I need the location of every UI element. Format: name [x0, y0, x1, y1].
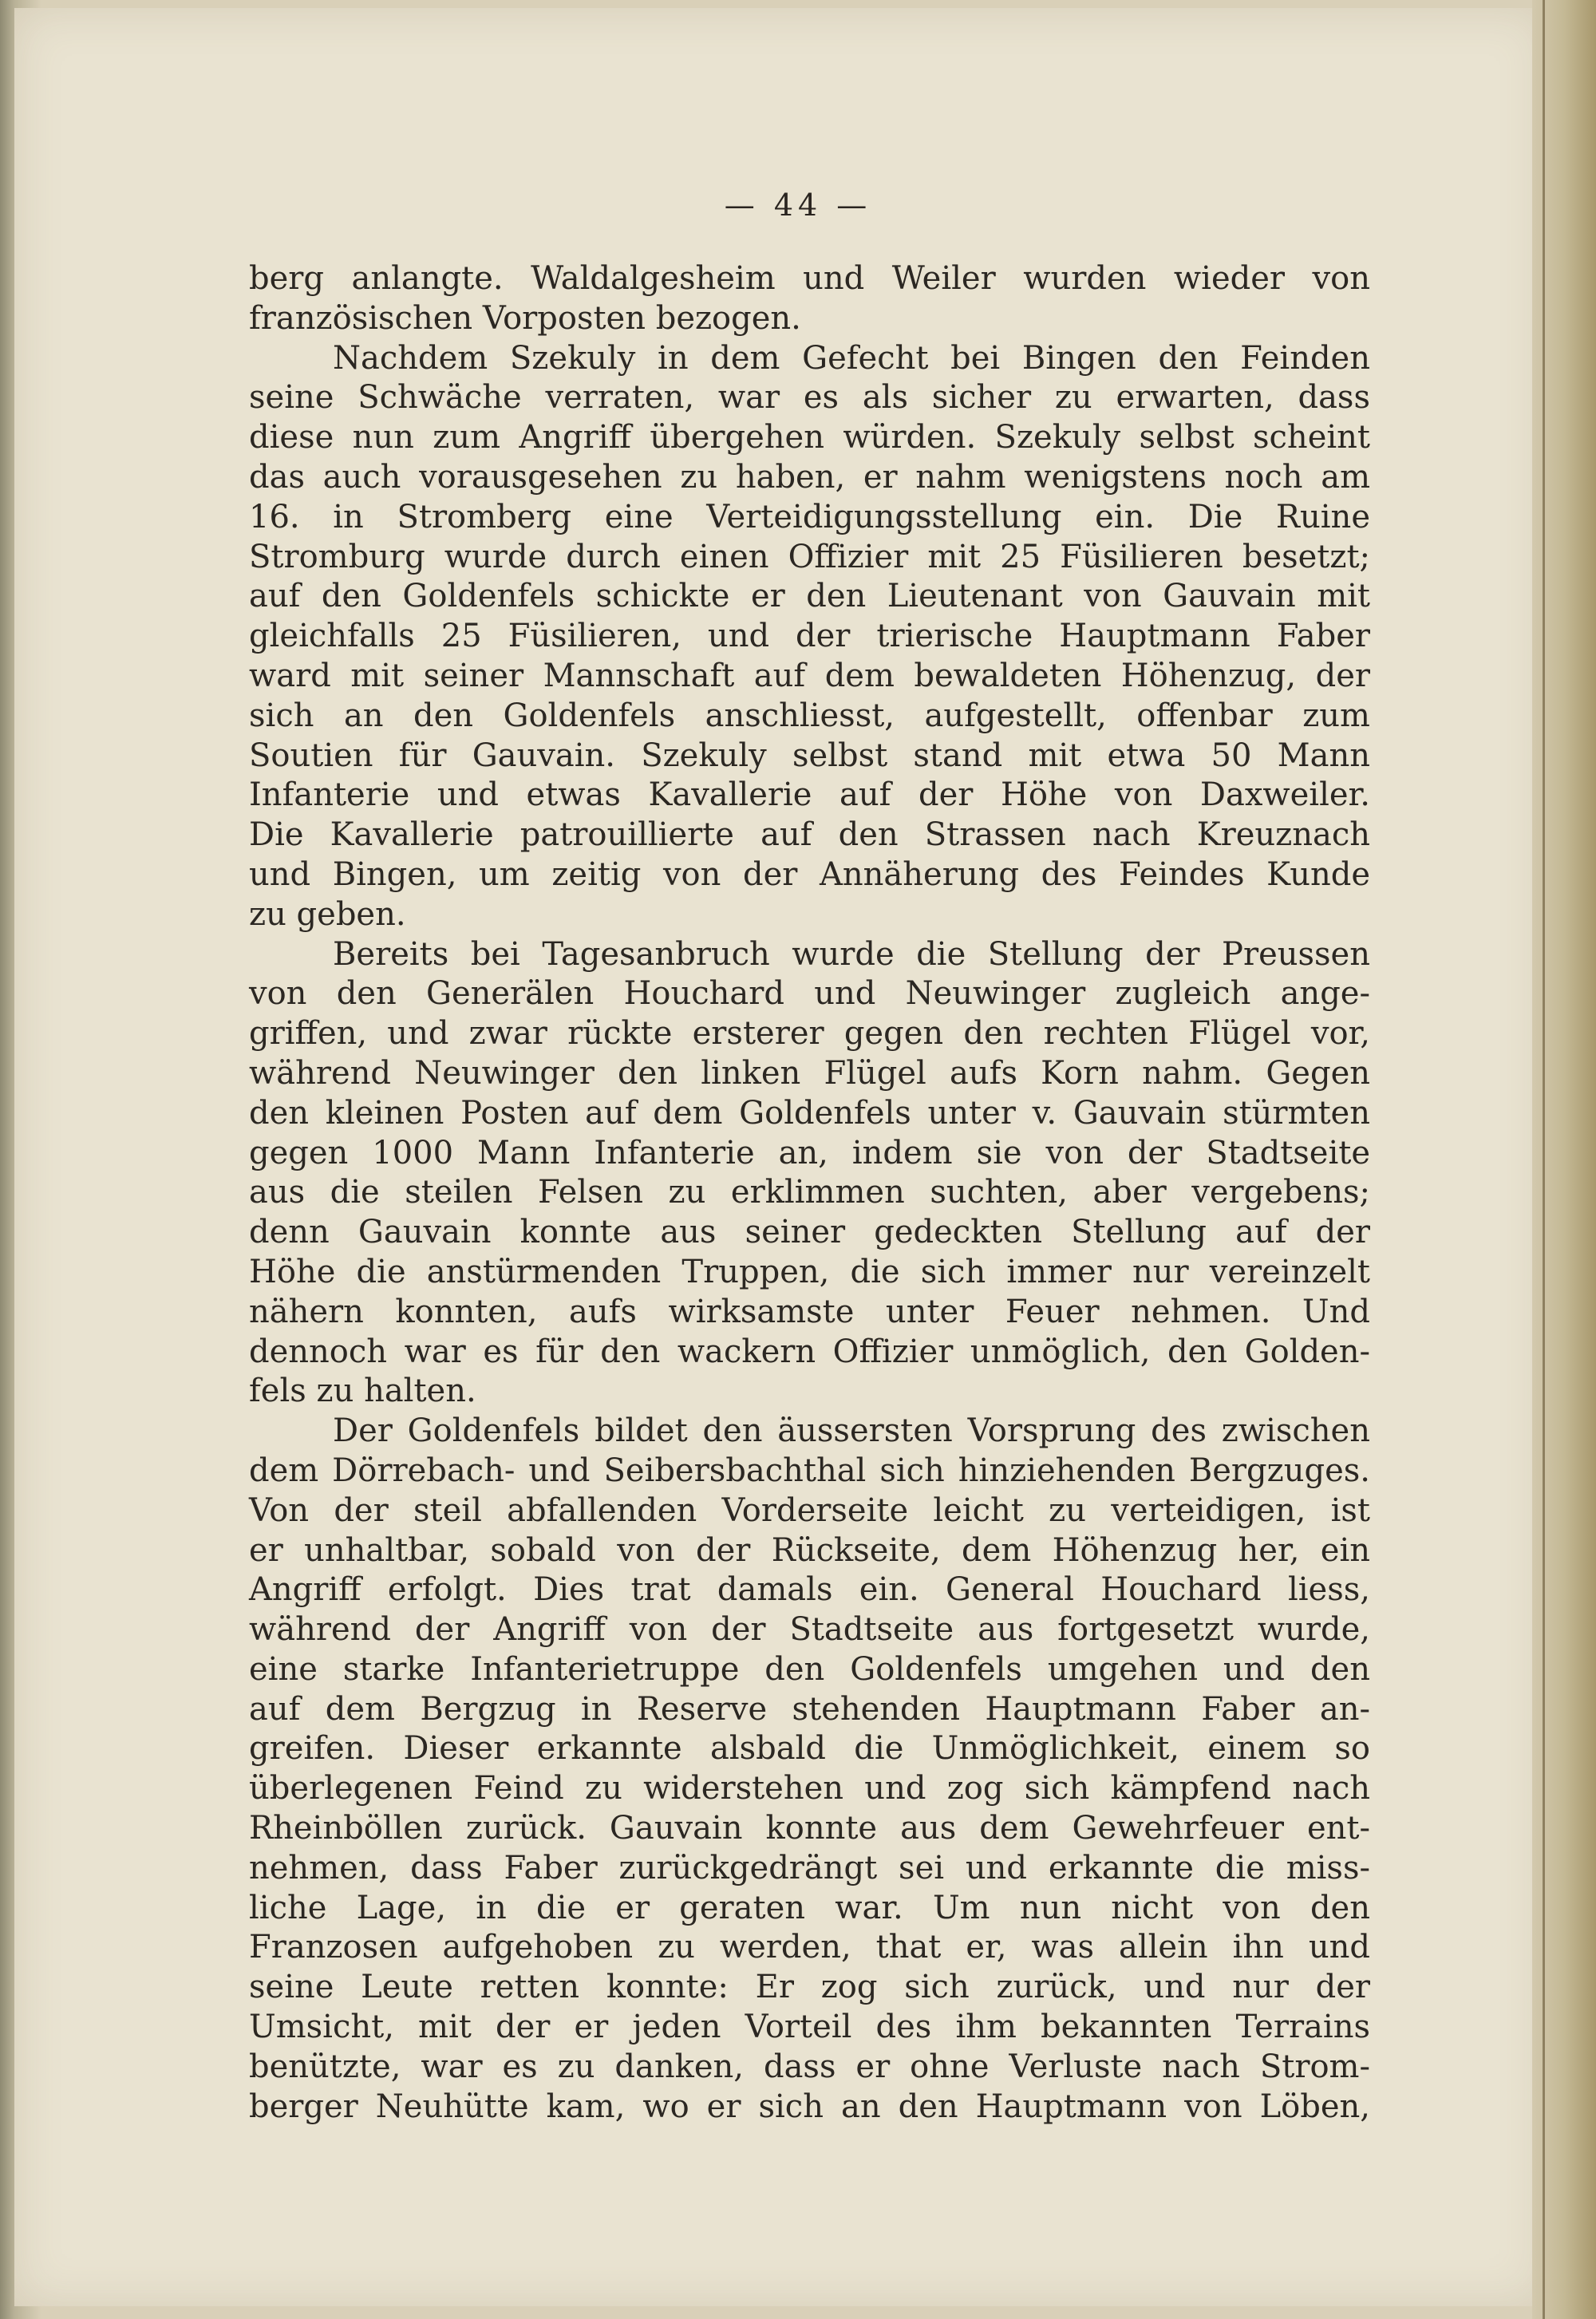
text-line: greifen. Dieser erkannte alsbald die Unmöglichkeit, einem so — [249, 1730, 1370, 1768]
text-line: Soutien für Gauvain. Szekuly selbst stand mit etwa 50 Mann — [249, 737, 1370, 774]
text-line: sich an den Goldenfels anschliesst, aufgestellt, offenbar zum — [249, 697, 1370, 734]
text-line: er unhaltbar, sobald von der Rückseite, dem Höhenzug her, ein — [249, 1531, 1370, 1569]
text-line: Bereits bei Tagesanbruch wurde die Stellung der Preussen — [333, 935, 1370, 973]
page-number: — 44 — — [724, 188, 872, 223]
text-line: überlegenen Feind zu widerstehen und zog sich kämpfend nach — [249, 1770, 1370, 1807]
text-line: aus die steilen Felsen zu erklimmen suchten, aber vergebens; — [249, 1174, 1370, 1211]
text-line: gleichfalls 25 Füsilieren, und der trierische Hauptmann Faber — [249, 618, 1370, 655]
text-line: während Neuwinger den linken Flügel aufs Korn nahm. Gegen — [249, 1054, 1370, 1092]
text-line: denn Gauvain konnte aus seiner gedeckten Stellung auf der — [249, 1214, 1370, 1251]
text-line: gegen 1000 Mann Infanterie an, indem sie von der Stadtseite — [249, 1134, 1370, 1171]
text-line: Die Kavallerie patrouillierte auf den Strassen nach Kreuznach — [249, 816, 1370, 854]
text-line: Infanterie und etwas Kavallerie auf der Höhe von Daxweiler. — [249, 776, 1370, 814]
text-line: auf dem Bergzug in Reserve stehenden Hauptmann Faber an- — [249, 1690, 1370, 1728]
text-line: Höhe die anstürmenden Truppen, die sich immer nur vereinzelt — [249, 1253, 1370, 1290]
text-line: seine Leute retten konnte: Er zog sich zurück, und nur der — [249, 1969, 1370, 2006]
text-line: Umsicht, mit der er jeden Vorteil des ihm bekannten Terrains — [249, 2009, 1370, 2046]
text-line: liche Lage, in die er geraten war. Um nun nicht von den — [249, 1889, 1370, 1926]
text-line: berger Neuhütte kam, wo er sich an den Hauptmann von Löben, — [249, 2088, 1370, 2125]
text-line: zu geben. — [249, 895, 406, 933]
text-line: ward mit seiner Mannschaft auf dem bewaldeten Höhenzug, der — [249, 657, 1370, 694]
text-line: diese nun zum Angriff übergehen würden. Szekuly selbst scheint — [249, 419, 1370, 456]
text-line: während der Angriff von der Stadtseite aus fortgesetzt wurde, — [249, 1611, 1370, 1649]
text-line: Stromburg wurde durch einen Offizier mit 25 Füsilieren besetzt; — [249, 538, 1370, 575]
text-line: dennoch war es für den wackern Offizier unmöglich, den Golden- — [249, 1333, 1370, 1370]
text-line: und Bingen, um zeitig von der Annäherung des Feindes Kunde — [249, 855, 1370, 893]
body-text — [249, 259, 1370, 2127]
text-line: von den Generälen Houchard und Neuwinger zugleich ange- — [249, 975, 1370, 1013]
text-line: fels zu halten. — [249, 1373, 476, 1410]
text-line: Von der steil abfallenden Vorderseite leicht zu verteidigen, ist — [249, 1491, 1370, 1529]
text-line: Franzosen aufgehoben zu werden, that er, was allein ihn und — [249, 1929, 1370, 1966]
text-line: den kleinen Posten auf dem Goldenfels unter v. Gauvain stürmten — [249, 1094, 1370, 1132]
text-line: dem Dörrebach- und Seibersbachthal sich hinziehenden Bergzuges. — [249, 1452, 1370, 1489]
page-fold-line — [1543, 0, 1545, 2319]
text-line: französischen Vorposten bezogen. — [249, 299, 801, 337]
text-line: Der Goldenfels bildet den äussersten Vorsprung des zwischen — [333, 1412, 1370, 1450]
text-line: Angriff erfolgt. Dies trat damals ein. General Houchard liess, — [249, 1571, 1370, 1609]
text-line: das auch vorausgesehen zu haben, er nahm wenigstens noch am — [249, 458, 1370, 496]
text-line: Rheinböllen zurück. Gauvain konnte aus dem Gewehrfeuer ent- — [249, 1810, 1370, 1847]
page-edge-right — [1532, 0, 1596, 2319]
text-line: Nachdem Szekuly in dem Gefecht bei Bingen den Feinden — [333, 339, 1370, 377]
text-line: 16. in Stromberg eine Verteidigungsstellung ein. Die Ruine — [249, 498, 1370, 535]
text-line: auf den Goldenfels schickte er den Lieutenant von Gauvain mit — [249, 578, 1370, 615]
text-line: griffen, und zwar rückte ersterer gegen den rechten Flügel vor, — [249, 1015, 1370, 1053]
text-line: nehmen, dass Faber zurückgedrängt sei und erkannte die miss- — [249, 1849, 1370, 1886]
text-line: benützte, war es zu danken, dass er ohne Verluste nach Strom- — [249, 2048, 1370, 2085]
text-line: berg anlangte. Waldalgesheim und Weiler wurden wieder von — [249, 260, 1370, 297]
text-line: seine Schwäche verraten, war es als sicher zu erwarten, dass — [249, 379, 1370, 417]
text-line: nähern konnten, aufs wirksamste unter Feuer nehmen. Und — [249, 1293, 1370, 1330]
text-line: eine starke Infanterietruppe den Goldenfels umgehen und den — [249, 1650, 1370, 1688]
